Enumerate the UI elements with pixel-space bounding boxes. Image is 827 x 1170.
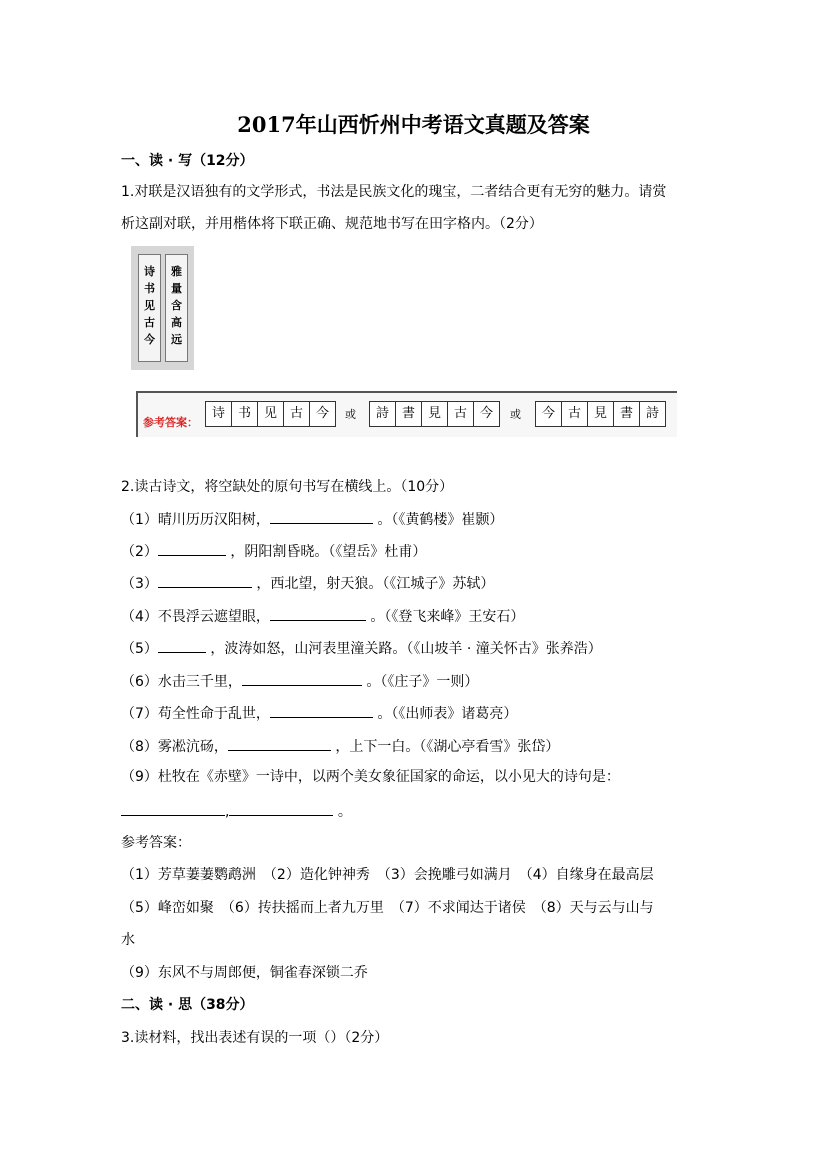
answer-grid-cell: 今: [309, 401, 336, 427]
reference-answer-line-3: 水: [121, 932, 135, 948]
reference-answer-line-4: （9）东风不与周郎便，铜雀春深锁二乔: [121, 965, 368, 981]
couplet-image: [131, 246, 194, 370]
item-1-prompt: （1）晴川历历汉阳树，: [121, 512, 270, 528]
reference-answer-title: 参考答案：: [121, 835, 191, 851]
answer-grid-cell: 見: [587, 401, 614, 427]
answer-grid-cell: 見: [421, 401, 448, 427]
or-separator: 或: [345, 408, 356, 421]
answer-blank[interactable]: [270, 507, 373, 524]
item-4-prompt: （4）不畏浮云遮望眼，: [121, 609, 270, 625]
answer-blank[interactable]: [242, 669, 362, 686]
answer-grid-cell: 書: [395, 401, 422, 427]
answer-grid-cell: 诗: [205, 401, 232, 427]
item-2-source: ，阴阳割昏晓。（《望岳》杜甫）: [225, 544, 427, 560]
item-5-source: ，波涛如怒，山河表里潼关路。（《山坡羊 · 潼关怀古》张养浩）: [205, 641, 602, 657]
answer-grid-cell: 书: [231, 401, 258, 427]
question-1-line-1: 1.对联是汉语独有的文学形式，书法是民族文化的瑰宝，二者结合更有无穷的魅力。请赏: [121, 184, 667, 200]
answer-blank[interactable]: [158, 636, 206, 653]
question-3: 3.读材料，找出表述有误的一项（）（2分）: [121, 1030, 389, 1046]
item-7-prompt: （7）苟全性命于乱世，: [121, 706, 270, 722]
item-6-source: 。（《庄子》一则）: [361, 674, 479, 690]
item-9-separator: ,: [225, 804, 230, 820]
question-2: 2.读古诗文，将空缺处的原句书写在横线上。（10分）: [121, 479, 454, 495]
answer-grid-cell: 詩: [369, 401, 396, 427]
couplet-right-text: 雅 量 含 高 远: [171, 265, 182, 346]
answer-grid-cell: 書: [613, 401, 640, 427]
item-3-prompt: （3）: [121, 576, 158, 592]
reference-answer-line-2: （5）峰峦如聚 （6）抟扶摇而上者九万里 （7）不求闻达于诸侯 （8）天与云与山与: [121, 900, 654, 916]
answer-blank[interactable]: [121, 799, 225, 816]
item-8-prompt: （8）雾凇沆砀，: [121, 739, 228, 755]
page-title: 2017年山西忻州中考语文真题及答案: [237, 112, 590, 137]
item-9-end: 。: [333, 804, 352, 820]
answer-grid-cell: 今: [535, 401, 562, 427]
item-4-source: 。（《登飞来峰》王安石）: [365, 609, 525, 625]
item-5-prompt: （5）: [121, 641, 158, 657]
section-heading-1: 一、读 · 写（12分）: [121, 153, 254, 169]
item-4: [121, 604, 524, 628]
item-3-source: ，西北望，射天狼。（《江城子》苏轼）: [251, 576, 495, 592]
item-3: [121, 571, 494, 595]
answer-blank[interactable]: [270, 701, 373, 718]
item-7-source: 。（《出师表》诸葛亮）: [372, 706, 518, 722]
item-2: [121, 539, 426, 563]
item-1: [121, 507, 503, 531]
question-1-line-2: 析这副对联，并用楷体将下联正确、规范地书写在田字格内。（2分）: [121, 216, 543, 232]
item-8: [121, 734, 559, 758]
item-7: [121, 701, 517, 725]
answer-strip-label: 参考答案：: [143, 416, 198, 429]
answer-grid-cell: 今: [473, 401, 500, 427]
item-8-source: ，上下一白。（《湖心亭看雪》张岱）: [330, 739, 560, 755]
item-9: （9）杜牧在《赤壁》一诗中，以两个美女象征国家的命运，以小见大的诗句是：: [121, 769, 620, 785]
answer-blank[interactable]: [270, 604, 366, 621]
answer-blank[interactable]: [158, 571, 252, 588]
couplet-left-text: 诗 书 见 古 今: [144, 265, 155, 346]
item-2-prompt: （2）: [121, 544, 158, 560]
couplet-right-scroll: [165, 254, 188, 362]
item-9-answer-line: [121, 799, 352, 823]
item-6: [121, 669, 478, 693]
answer-grid-cell: 见: [257, 401, 284, 427]
item-5: [121, 636, 602, 660]
item-6-prompt: （6）水击三千里，: [121, 674, 242, 690]
item-1-source: 。（《黄鹤楼》崔颢）: [372, 512, 504, 528]
answer-blank[interactable]: [229, 799, 333, 816]
section-heading-2: 二、读 · 思（38分）: [121, 997, 254, 1013]
answer-grid-cell: 古: [561, 401, 588, 427]
or-separator: 或: [510, 408, 521, 421]
answer-grid-cell: 古: [283, 401, 310, 427]
answer-grid-cell: 古: [447, 401, 474, 427]
couplet-left-scroll: [138, 254, 161, 362]
answer-blank[interactable]: [158, 539, 226, 556]
answer-grid-cell: 詩: [639, 401, 666, 427]
answer-blank[interactable]: [228, 734, 331, 751]
reference-answer-line-1: （1）芳草萋萋鹦鹉洲 （2）造化钟神秀 （3）会挽雕弓如满月 （4）自缘身在最高层: [121, 867, 654, 883]
